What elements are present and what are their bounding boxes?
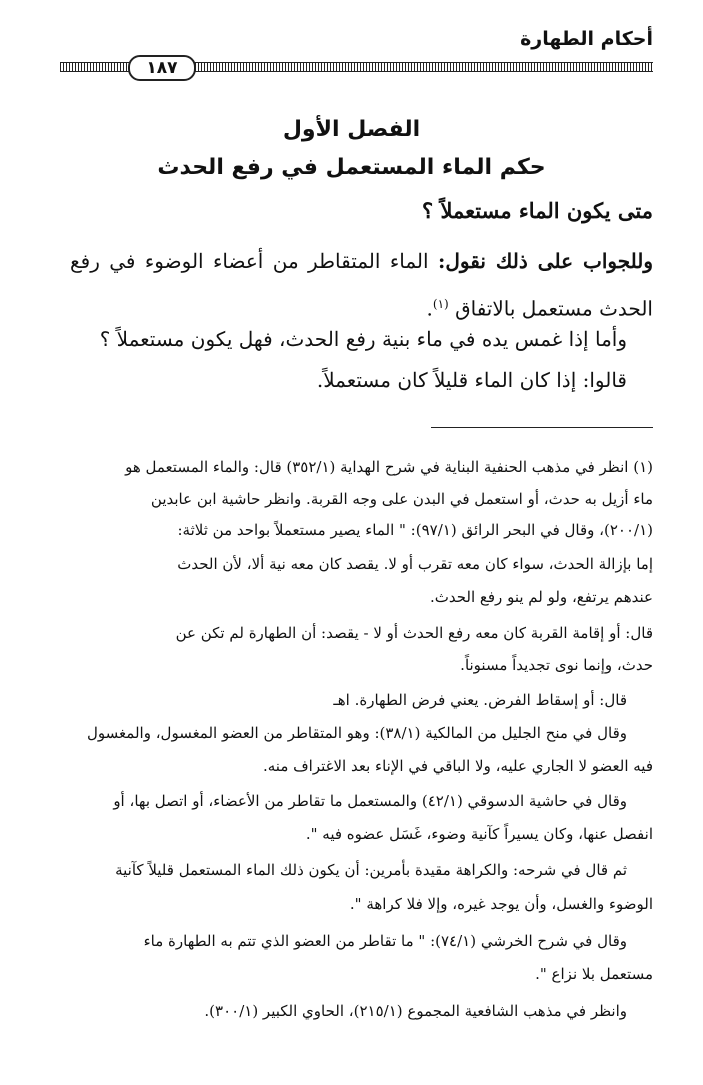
answer-text: الماء المتقاطر من أعضاء الوضوء في رفع الحدث مستعمل بالاتفاق xyxy=(70,249,653,321)
footnote-line: مستعمل بلا نزاع ". xyxy=(535,965,653,983)
footnote-line: الوضوء والغسل، وأن يوجد غيره، وإلا فلا كراهة ". xyxy=(349,895,653,913)
footnote-line: ثم قال في شرحه: والكراهة مقيدة بأمرين: أن يكون ذلك الماء المستعمل قليلاً كآنية xyxy=(115,861,627,879)
footnote-line: وقال في منح الجليل من المالكية (٣٨/١): وهو المتقاطر من العضو المغسول، والمغسول xyxy=(87,724,627,742)
running-header-title: أحكام الطهارة xyxy=(520,28,653,50)
footnote-line: وقال في حاشية الدسوقي (٤٢/١) والمستعمل ما تقاطر من الأعضاء، أو اتصل بها، أو xyxy=(113,792,627,810)
question-heading: متى يكون الماء مستعملاً ؟ xyxy=(422,198,653,223)
footnote-line: (١) انظر في مذهب الحنفية البناية في شرح الهداية (٣٥٢/١) قال: والماء المستعمل هو xyxy=(125,458,653,476)
answer-lead: وللجواب على ذلك نقول: xyxy=(437,249,653,273)
footnote-separator xyxy=(431,427,653,428)
footnote-line: ماء أزيل به حدث، أو استعمل في البدن على وجه القربة. وانظر حاشية ابن عابدين xyxy=(150,490,653,508)
answer-paragraph xyxy=(70,240,653,331)
body-paragraph-1: وأما إذا غمس يده في ماء بنية رفع الحدث، فهل يكون مستعملاً ؟ xyxy=(99,327,627,351)
footnote-line: فيه العضو لا الجاري عليه، ولا الباقي في الإناء بعد الاغتراف منه. xyxy=(262,757,653,775)
answer-end: . xyxy=(426,296,433,321)
footnote-line: قال: أو إسقاط الفرض. يعني فرض الطهارة. اهـ xyxy=(333,691,627,709)
footnote-line: عندهم يرتفع، ولو لم ينو رفع الحدث. xyxy=(429,588,653,606)
footnote-line: حدث، وإنما نوى تجديداً مسنوناً. xyxy=(460,656,653,674)
footnote-line: انفصل عنها، وكان يسيراً كآنية وضوء، غَسَل عضوه فيه ". xyxy=(305,825,653,843)
footnote-line: قال: أو إقامة القربة كان معه رفع الحدث أو لا - يقصد: أن الطهارة لم تكن عن xyxy=(175,624,653,642)
footnote-line: وقال في شرح الخرشي (٧٤/١): " ما تقاطر من العضو الذي تتم به الطهارة ماء xyxy=(143,932,627,950)
footnote-line: إما بإزالة الحدث، سواء كان معه تقرب أو لا. يقصد كان معه نية ألا، لأن الحدث xyxy=(177,555,653,573)
footnote-line: (٢٠٠/١)، وقال في البحر الرائق (٩٧/١): " الماء يصير مستعملاً بواحد من ثلاثة: xyxy=(177,521,653,539)
chapter-subtitle: حكم الماء المستعمل في رفع الحدث xyxy=(157,155,546,180)
footnote-line: وانظر في مذهب الشافعية المجموع (٢١٥/١)، الحاوي الكبير (٣٠٠/١). xyxy=(204,1002,627,1020)
footnote-reference[interactable]: (١) xyxy=(432,297,449,311)
page-number: ١٨٧ xyxy=(128,55,196,81)
body-paragraph-2: قالوا: إذا كان الماء قليلاً كان مستعملاً. xyxy=(316,368,627,392)
chapter-title: الفصل الأول xyxy=(282,117,421,142)
